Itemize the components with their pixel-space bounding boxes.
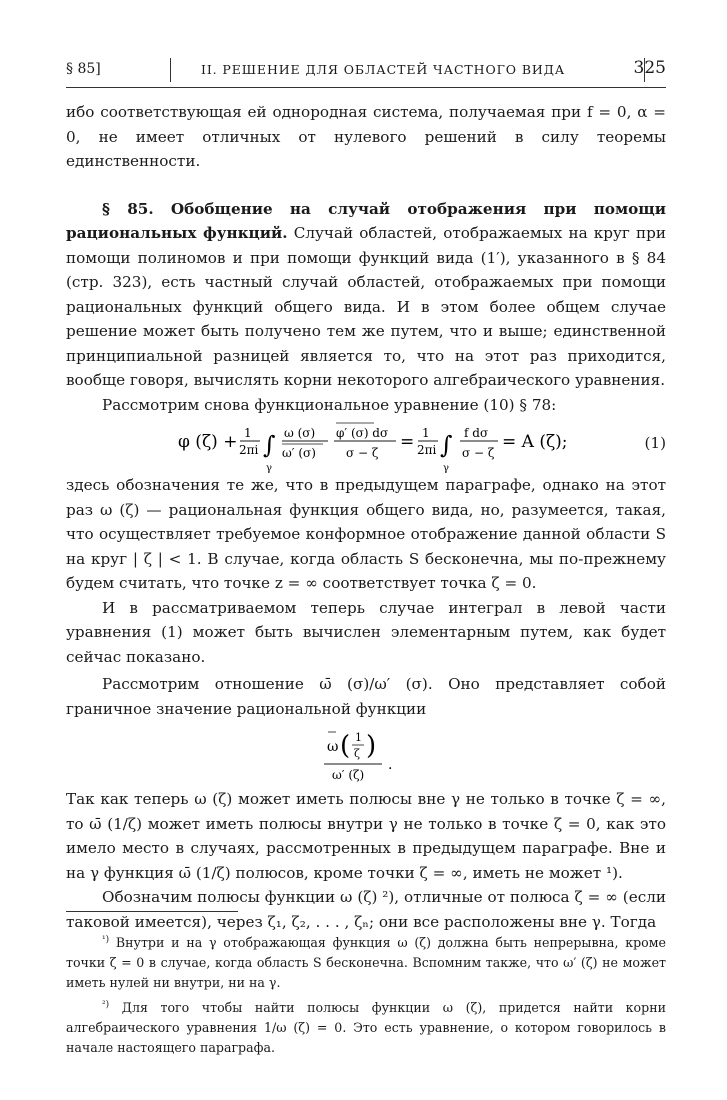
header-running-title: II. РЕШЕНИЕ ДЛЯ ОБЛАСТЕЙ ЧАСТНОГО ВИДА bbox=[201, 62, 566, 77]
equation-formula bbox=[178, 417, 648, 473]
paragraph: Рассмотрим снова функциональное уравнение (10) § 78: bbox=[102, 395, 557, 414]
footnote bbox=[66, 995, 666, 1058]
header-section-ref: § 85] bbox=[66, 61, 101, 77]
running-header bbox=[66, 58, 666, 82]
svg-text:σ − ζ: σ − ζ bbox=[462, 446, 495, 460]
svg-text:f dσ: f dσ bbox=[464, 426, 489, 440]
equation-1 bbox=[66, 417, 666, 473]
svg-text:1: 1 bbox=[355, 731, 362, 744]
svg-text:= A (ζ);: = A (ζ); bbox=[502, 432, 568, 452]
svg-text:(: ( bbox=[340, 731, 351, 761]
section-heading: § 85. Обобщение на случай отображения при помощи рациональных функций. bbox=[66, 199, 666, 242]
paragraph: здесь обозначения те же, что в предыдущем параграфе, однако на этот раз ω (ζ) — рациональная функция общего вида, но, разумеется, такая, что осуществляет требуемое конформное отображение данной области S на круг | ζ | < 1. В случае, когда область S бесконечна, мы по-прежнему будем считать, что точке z = ∞ соответствует точка ζ = 0. bbox=[66, 476, 666, 592]
footnotes bbox=[66, 930, 666, 1060]
svg-text:φ (ζ) +: φ (ζ) + bbox=[178, 432, 238, 452]
paragraph: Рассмотрим отношение ω̄ (σ)/ω′ (σ). Оно представляет собой граничное значение рациональной функции bbox=[66, 675, 666, 718]
svg-text:=: = bbox=[400, 432, 415, 452]
paragraph: Обозначим полюсы функции ω (ζ) ²), отличные от полюса ζ = ∞ (если таковой имеется), через ζ₁, ζ₂, . . . , ζₙ; они все расположены вне γ. Тогда bbox=[66, 888, 666, 931]
svg-text:1: 1 bbox=[422, 426, 430, 440]
footnote-rule bbox=[66, 911, 238, 912]
paragraph: Так как теперь ω (ζ) может иметь полюсы вне γ не только в точке ζ = ∞, то ω̄ (1/ζ) может иметь полюсы внутри γ не только в точке ζ = 0, как это имело место в случаях, рассмотренных в предыдущем параграфе. Вне и на γ функция ω̄ (1/ζ) полюсов, кроме точки ζ = ∞, иметь не может ¹). bbox=[66, 790, 666, 882]
header-divider bbox=[170, 58, 171, 82]
svg-text:1: 1 bbox=[244, 426, 252, 440]
footnote bbox=[66, 930, 666, 993]
svg-text:γ: γ bbox=[266, 463, 272, 473]
svg-text:∫: ∫ bbox=[263, 431, 276, 459]
paragraph-text: Случай областей, отображаемых на круг при помощи полиномов и при помощи функций вида (1′), указанного в § 84 (стр. 323), есть частный случай областей, отображаемых при помощи рациональных функций общего вида. И в этом более общем случае решение может быть получено тем же путем, что и выше; единственной принципиальной разницей является то, что на этот раз приходится, вообще говоря, вычислять корни некоторого алгебраического уравнения. bbox=[66, 224, 666, 389]
svg-text:.: . bbox=[388, 757, 393, 773]
page-number: 325 bbox=[633, 58, 666, 78]
svg-text:ω′ (σ): ω′ (σ) bbox=[282, 446, 316, 460]
footnote-mark: ¹) bbox=[102, 935, 110, 945]
svg-text:2πi: 2πi bbox=[417, 443, 437, 457]
paragraph: ибо соответствующая ей однородная система, получаемая при f = 0, α = 0, не имеет отличных от нулевого решений в силу теоремы единственности. bbox=[66, 103, 666, 170]
svg-text:): ) bbox=[366, 731, 377, 761]
equation-ratio bbox=[66, 721, 666, 787]
footnote-text: Внутри и на γ отображающая функция ω (ζ) должна быть непрерывна, кроме точки ζ = 0 в случае, когда область S бесконечна. Вспомним также, что ω′ (ζ) не может иметь нулей ни внутри, ни на γ. bbox=[66, 935, 666, 991]
svg-text:ζ: ζ bbox=[354, 747, 360, 760]
main-text bbox=[66, 100, 666, 934]
footnote-text: Для того чтобы найти полюсы функции ω (ζ), придется найти корни алгебраического уравнения 1/ω (ζ) = 0. Это есть уравнение, о котором говорилось в начале настоящего параграфа. bbox=[66, 1000, 666, 1056]
header-rule bbox=[66, 87, 666, 88]
svg-text:2πi: 2πi bbox=[239, 443, 259, 457]
paragraph: И в рассматриваемом теперь случае интеграл в левой части уравнения (1) может быть вычислен элементарным путем, как будет сейчас показано. bbox=[66, 598, 666, 666]
paragraph bbox=[66, 197, 666, 393]
equation-number: (1) bbox=[644, 434, 666, 452]
svg-text:γ: γ bbox=[443, 463, 449, 473]
svg-text:ω: ω bbox=[327, 739, 339, 755]
svg-text:ω′ (ζ): ω′ (ζ) bbox=[332, 768, 365, 782]
svg-text:σ − ζ: σ − ζ bbox=[346, 446, 379, 460]
footnote-mark: ²) bbox=[102, 1000, 110, 1011]
svg-text:ω (σ): ω (σ) bbox=[284, 426, 316, 440]
svg-text:∫: ∫ bbox=[440, 431, 453, 459]
equation-formula bbox=[324, 721, 444, 787]
svg-text:φ′ (σ) dσ: φ′ (σ) dσ bbox=[336, 426, 389, 440]
